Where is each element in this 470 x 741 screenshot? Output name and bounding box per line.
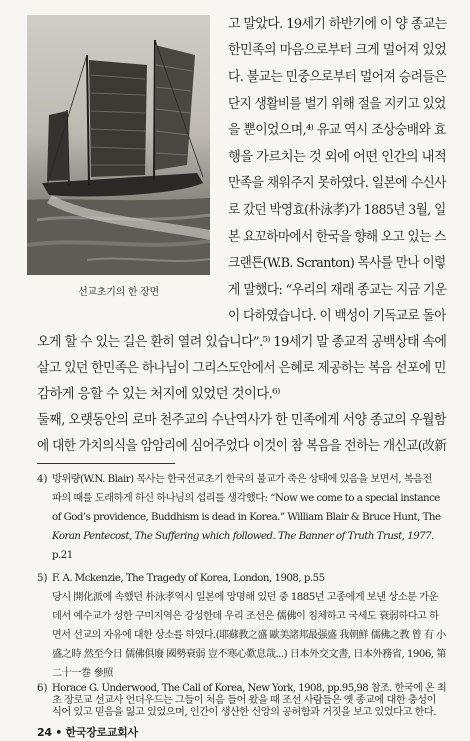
- footnote-line: Koran Pentecost, The Suffering which followed. The Banner of Truth Trust, 1977.: [52, 531, 434, 542]
- footnote-line: 파의 때를 도래하게 하신 하나님의 섭리를 생각했다: “Now we come to a special instance: [52, 493, 440, 504]
- body-line: 살고 있던 한민족은 하나님이 그리스도안에서 은혜로 제공하는 복음 선포에 민: [37, 361, 446, 376]
- body-line: 고 말았다. 19세기 하반기에 이 양 종교는: [228, 17, 447, 32]
- footnote-line: 식어 있고 믿음을 잃고 있었으며, 인간이 생산한 신앙의 공허함과 거짓을 보고 있었다고 한다.: [52, 707, 436, 718]
- photo-caption: 선교초기의 한 장면: [78, 287, 159, 298]
- footnote-divider: [37, 463, 175, 464]
- body-line: 로 갔던 박영효(朴泳孝)가 1885년 3월, 일: [228, 203, 446, 218]
- footnote-line: of God’s providence, Buddhism is dead in Korea.” William Blair & Bruce Hunt, The: [52, 512, 441, 523]
- footnote-line: 면서 선교의 자유에 대한 상소를 하였다.(耶蘇教之盛 歐美諸邦最强盛 我朝鮮 儒佛之教 曾 有 小: [52, 630, 446, 641]
- footnote-line: F. A. Mckenzie, The Tragedy of Korea, London, 1908, p.55: [52, 573, 325, 584]
- body-line: 단지 생활비를 벌기 위해 절을 지키고 있었: [228, 97, 446, 112]
- body-line: 게 말했다: “우리의 재래 종교는 지금 기운: [228, 283, 447, 298]
- body-line: 을 뿐이었으며,⁴⁾ 유교 역시 조상숭배와 효: [228, 123, 446, 138]
- body-line: 오게 할 수 있는 길은 환히 열려 있습니다”.⁵⁾ 19세기 말 종교적 공백상태 속에: [37, 335, 447, 350]
- footnote-number: 4): [37, 474, 48, 485]
- body-line: 크랜튼(W.B. Scranton) 목사를 만나 이렇: [228, 256, 446, 271]
- footnote-line: p.21: [52, 550, 73, 561]
- footnote-line: 데서 예수교가 성한 구미지역은 강성한데 우리 조선은 儒佛이 침체하고 국세도 衰弱하다고 하: [52, 611, 439, 622]
- junk-ship-photo: [27, 15, 210, 275]
- body-line: 에 대한 가치의식을 암암리에 심어주었다 이것이 참 복음을 전하는 개신교(改新: [37, 439, 447, 454]
- body-line: 둘째, 오랫동안의 로마 천주교의 수난역사가 한 민족에게 서양 종교의 우월함: [37, 413, 446, 428]
- body-line: 감하게 응할 수 있는 처지에 있었던 것이다.⁶⁾: [37, 387, 280, 402]
- body-line: 만족을 채워주지 못하였다. 일본에 수신사: [228, 176, 446, 191]
- footnote-line: Horace G. Underwood, The Call of Korea, New York, 1908, pp.95,98 참조. 한국에 온 최: [52, 683, 447, 694]
- footnote-line: 당시 開化派에 속했던 朴泳孝역시 일본에 망명해 있던 중 1885년 고종에게 보낸 상소문 가운: [52, 592, 438, 603]
- body-line: 이 다하였습니다. 이 백성이 기독교로 돌아: [228, 309, 446, 324]
- footnote-line: 초 장로교 선교사 언더우드는 그들이 처음 들어 왔을 때 조선 사람들은 옛 종교에 대한 충성이: [52, 695, 436, 706]
- footnote-number: 6): [37, 683, 48, 694]
- footnote-line: 二十一巻 參照: [52, 668, 113, 679]
- footnote-line: 盛之時 然至今日 儒佛俱廢 國勢衰弱 豈不寒心歎息哉...) 日本外交文書, 日本外務省, 1906, 第: [52, 649, 446, 660]
- body-line: 본 요꼬하마에서 한국을 향해 오고 있는 스: [228, 230, 446, 245]
- body-line: 행을 가르치는 것 외에 어떤 인간의 내적: [228, 150, 447, 165]
- footnote-line: 방위량(W.N. Blair) 목사는 한국선교초기 한국의 불교가 죽은 상태에 있음을 보면서, 복음전: [52, 474, 432, 485]
- page-footer: 24 • 한국장로교회사: [37, 726, 138, 739]
- sailing-junk-illustration: [27, 15, 210, 275]
- body-line: 다. 불교는 민중으로부터 멀어져 승려들은: [228, 70, 446, 85]
- body-line: 한민족의 마음으로부터 크게 멀어져 있었: [228, 43, 447, 58]
- footnote-number: 5): [37, 573, 48, 584]
